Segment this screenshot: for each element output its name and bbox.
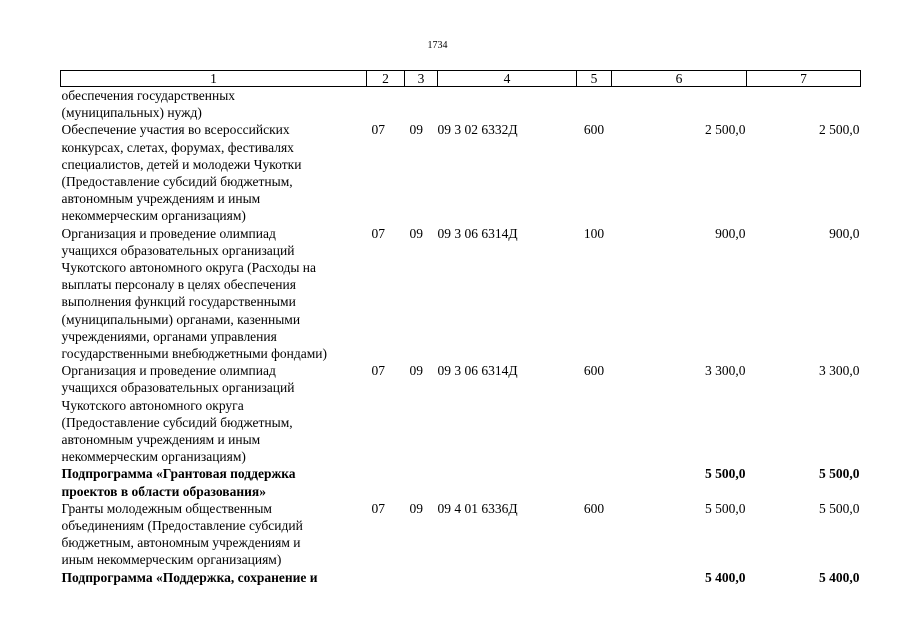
item-name: Обеспечение участия во всероссийских конкурсах, слетах, форумах, фестивалях специалистов, детей и молодежи Чукотки (Предоставление субсидий бюджетным, автономным учреждениям и иным некоммерческим организациям) (61, 122, 302, 224)
amount-year-2: 3 300,0 (819, 363, 860, 379)
target-article-code: 09 3 02 6332Д (437, 122, 518, 138)
header-col-4: 4 (438, 71, 577, 87)
amount-year-2: 900,0 (829, 225, 860, 241)
expense-type-code: 600 (583, 500, 605, 516)
amount-year-2: 5 500,0 (819, 466, 860, 482)
table-row (61, 121, 861, 224)
header-col-5: 5 (577, 71, 612, 87)
target-article-code: 09 3 06 6314Д (437, 363, 518, 379)
subsection-code (405, 87, 438, 122)
target-article-code: 09 4 01 6336Д (437, 500, 518, 516)
subsection-code: 09 (409, 500, 423, 516)
table-row (61, 465, 861, 499)
item-name: Организация и проведение олимпиад учащихся образовательных организаций Чукотского автономного округа (Расходы на выплаты персоналу в целях обеспечения выполнения функций государственными (муниципальными) органами, казенными учреждениями, органами управления государственными внебюджетными фондами) (61, 225, 328, 362)
expense-type-code: 100 (583, 225, 605, 241)
header-col-3: 3 (405, 71, 438, 87)
header-col-7: 7 (747, 71, 861, 87)
item-name: обеспечения государственных (муниципальных) нужд) (61, 88, 236, 121)
target-article-code (438, 569, 577, 586)
amount-year-1 (612, 87, 747, 122)
expense-type-code (577, 569, 612, 586)
table-row (61, 362, 861, 465)
subsection-code: 09 (409, 122, 423, 138)
subsection-code (405, 569, 438, 586)
page-number: 1734 (427, 40, 448, 51)
amount-year-2: 5 500,0 (819, 500, 860, 516)
table-row (61, 225, 861, 363)
amount-year-2 (747, 87, 861, 122)
expense-type-code (577, 87, 612, 122)
header-col-2: 2 (367, 71, 405, 87)
subsection-code: 09 (409, 225, 423, 241)
budget-table (60, 70, 861, 586)
table-row (61, 87, 861, 122)
table-row (61, 500, 861, 569)
expense-type-code: 600 (583, 122, 605, 138)
section-code: 07 (371, 363, 385, 379)
expense-type-code (577, 465, 612, 499)
table-body (61, 87, 861, 586)
table-row (61, 569, 861, 586)
table-header-row (61, 71, 861, 87)
amount-year-1: 2 500,0 (705, 122, 746, 138)
item-name: Подпрограмма «Поддержка, сохранение и (61, 569, 318, 585)
header-col-1: 1 (61, 71, 367, 87)
section-code (367, 87, 405, 122)
amount-year-1: 3 300,0 (705, 363, 746, 379)
section-code (367, 465, 405, 499)
item-name: Подпрограмма «Грантовая поддержка проектов в области образования» (61, 466, 296, 499)
amount-year-2: 2 500,0 (819, 122, 860, 138)
header-col-6: 6 (612, 71, 747, 87)
amount-year-1: 900,0 (715, 225, 746, 241)
section-code (367, 569, 405, 586)
target-article-code (438, 87, 577, 122)
target-article-code (438, 465, 577, 499)
subsection-code: 09 (409, 363, 423, 379)
amount-year-1: 5 500,0 (705, 500, 746, 516)
section-code: 07 (371, 500, 385, 516)
amount-year-2: 5 400,0 (819, 569, 860, 585)
item-name: Организация и проведение олимпиад учащихся образовательных организаций Чукотского автономного округа (Предоставление субсидий бюджетным, автономным учреждениям и иным некоммерческим организациям) (61, 363, 295, 465)
subsection-code (405, 465, 438, 499)
amount-year-1: 5 400,0 (705, 569, 746, 585)
expense-type-code: 600 (583, 363, 605, 379)
item-name: Гранты молодежным общественным объединениям (Предоставление субсидий бюджетным, автономным учреждениям и иным некоммерческим организациям) (61, 500, 303, 568)
amount-year-1: 5 500,0 (705, 466, 746, 482)
target-article-code: 09 3 06 6314Д (437, 225, 518, 241)
section-code: 07 (371, 225, 385, 241)
section-code: 07 (371, 122, 385, 138)
